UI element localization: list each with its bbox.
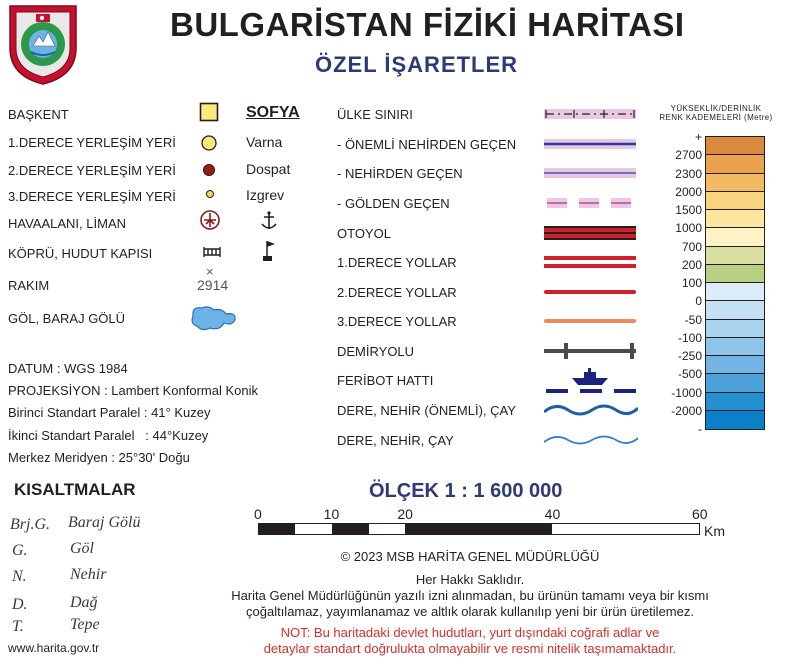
border-river-symbol xyxy=(544,163,638,183)
note-line2: detaylar standart doğrulukta olmayabilir ve resmi nitelik taşımamaktadır. xyxy=(263,641,677,656)
meridian-text: Merkez Meridyen : 25°30' Doğu xyxy=(8,450,190,465)
ramp-label: 2000 xyxy=(675,184,702,199)
city1-label: 1.DERECE YERLEŞİM YERİ xyxy=(8,135,176,150)
airport-label: HAVAALANI, LİMAN xyxy=(8,216,126,231)
city2-example: Dospat xyxy=(246,161,291,177)
ramp-color-step xyxy=(706,374,764,392)
ramp-color-step xyxy=(706,192,764,210)
legend-label: FERİBOT HATTI xyxy=(337,373,434,388)
legend-label: - ÖNEMLİ NEHİRDEN GEÇEN xyxy=(337,137,517,152)
legend-label: DERE, NEHİR, ÇAY xyxy=(337,433,454,448)
ramp-label: 100 xyxy=(681,276,702,290)
city1-example: Varna xyxy=(246,134,283,150)
ramp-label: -50 xyxy=(684,312,702,327)
ramp-label: 0 xyxy=(695,294,702,309)
ramp-label: -2000 xyxy=(671,403,702,418)
city3-symbol xyxy=(205,189,215,199)
border-lake-symbol xyxy=(544,193,638,213)
scale-title: ÖLÇEK 1 : 1 600 000 xyxy=(369,480,563,502)
parallel2-text: İkinci Standart Paralel : 44°Kuzey xyxy=(8,428,209,443)
ramp-label: -1000 xyxy=(671,385,702,400)
ferry-symbol xyxy=(544,364,638,394)
abbr-value: Tepe xyxy=(70,616,100,633)
ramp-label: - xyxy=(698,422,702,436)
legend-label: - GÖLDEN GEÇEN xyxy=(337,196,450,211)
lake-icon xyxy=(188,302,240,334)
elevation-color-ramp xyxy=(705,136,765,430)
capital-symbol xyxy=(199,102,219,122)
legend-label: ÜLKE SINIRI xyxy=(337,107,413,122)
abbr-value: Baraj Gölü xyxy=(68,514,141,531)
ramp-title xyxy=(656,104,776,122)
ramp-color-step xyxy=(706,393,764,411)
page-title: BULGARİSTAN FİZİKİ HARİTASI xyxy=(170,6,685,43)
ramp-title-line1: YÜKSEKLİK/DERİNLİK xyxy=(670,104,762,113)
ramp-label: 1000 xyxy=(675,221,702,236)
city3-label: 3.DERECE YERLEŞİM YERİ xyxy=(8,189,176,204)
footer-line2: çoğaltılamaz, yayımlanamaz ve altlık olarak kullanılıp yeni bir ürün üretilemez. xyxy=(246,604,694,619)
river-major-symbol xyxy=(544,399,638,421)
ramp-color-step xyxy=(706,228,764,246)
airport-icon xyxy=(199,209,221,231)
capital-label: BAŞKENT xyxy=(8,107,69,122)
legend-label: DERE, NEHİR (ÖNEMLİ), ÇAY xyxy=(337,403,516,418)
ramp-label: -100 xyxy=(677,330,702,345)
ramp-color-step xyxy=(706,338,764,356)
ramp-color-step xyxy=(706,174,764,192)
ramp-label: 2700 xyxy=(675,148,702,163)
city2-symbol xyxy=(202,163,216,177)
city2-label: 2.DERECE YERLEŞİM YERİ xyxy=(8,163,176,178)
road-1-symbol xyxy=(544,252,638,272)
ramp-color-step xyxy=(706,155,764,173)
ramp-color-step xyxy=(706,247,764,265)
elevation-point-icon: × xyxy=(206,264,214,279)
port-anchor-icon xyxy=(259,210,279,232)
abbr-key: Brj.G. xyxy=(10,516,50,533)
abbr-key: D. xyxy=(12,596,28,613)
ramp-label: 2300 xyxy=(675,166,702,181)
ramp-color-step xyxy=(706,137,764,155)
legend-label: 2.DERECE YOLLAR xyxy=(337,285,457,300)
lake-label: GÖL, BARAJ GÖLÜ xyxy=(8,311,126,326)
scale-tick-label: 20 xyxy=(397,506,413,522)
ramp-color-step xyxy=(706,301,764,319)
abbr-value: Göl xyxy=(70,540,94,557)
ramp-title-line2: RENK KADEMELERİ (Metre) xyxy=(659,113,773,122)
road-3-symbol xyxy=(544,311,638,331)
motorway-symbol xyxy=(544,223,638,243)
bridge-label: KÖPRÜ, HUDUT KAPISI xyxy=(8,246,153,261)
scale-tick-label: 60 xyxy=(692,506,708,522)
scale-unit: Km xyxy=(704,523,725,539)
elevation-label: RAKIM xyxy=(8,278,50,293)
elevation-example: 2914 xyxy=(197,277,229,293)
city1-symbol xyxy=(200,134,218,152)
border-gate-flag-icon xyxy=(260,238,280,264)
scale-tick-label: 0 xyxy=(254,506,262,522)
legend-label: - NEHİRDEN GEÇEN xyxy=(337,166,463,181)
abbr-key: T. xyxy=(12,618,24,635)
ramp-color-step xyxy=(706,265,764,283)
ramp-color-step xyxy=(706,210,764,228)
capital-example: SOFYA xyxy=(246,104,300,121)
city3-example: Izgrev xyxy=(246,187,285,203)
legend-label: OTOYOL xyxy=(337,226,391,241)
note-line1: NOT: Bu haritadaki devlet hudutları, yurt dışındaki coğrafi adlar ve xyxy=(280,625,660,640)
website-link[interactable]: www.harita.gov.tr xyxy=(8,641,100,655)
rights-text: Her Hakkı Saklıdır. xyxy=(415,572,525,587)
border-major-river-symbol xyxy=(544,134,638,154)
footer-line1: Harita Genel Müdürlüğünün yazılı izni alınmadan, bu ürünün tamamı veya bir kısmı xyxy=(231,588,709,603)
ramp-label: + xyxy=(694,130,702,144)
ramp-label: 200 xyxy=(681,257,702,272)
ramp-label: 1500 xyxy=(675,203,702,217)
ramp-color-step xyxy=(706,320,764,338)
ramp-label: 700 xyxy=(681,239,702,254)
bridge-icon xyxy=(201,241,223,261)
abbr-value: Dağ xyxy=(70,594,98,611)
river-symbol xyxy=(544,429,638,451)
scale-bar xyxy=(258,523,702,537)
ramp-color-step xyxy=(706,411,764,429)
projection-text: PROJEKSİYON : Lambert Konformal Konik xyxy=(8,383,258,398)
legend-label: 3.DERECE YOLLAR xyxy=(337,314,457,329)
abbreviations-heading: KISALTMALAR xyxy=(14,480,136,499)
ramp-color-step xyxy=(706,356,764,374)
abbr-key: G. xyxy=(12,542,28,559)
ramp-label: -250 xyxy=(677,349,702,363)
ramp-label: -500 xyxy=(677,367,702,382)
scale-tick-label: 40 xyxy=(544,506,561,522)
copyright-text: © 2023 MSB HARİTA GENEL MÜDÜRLÜĞÜ xyxy=(340,549,600,564)
railway-symbol xyxy=(544,340,638,362)
abbr-value: Nehir xyxy=(70,566,107,583)
ramp-color-step xyxy=(706,283,764,301)
legend-label: DEMİRYOLU xyxy=(337,344,415,359)
legend-label: 1.DERECE YOLLAR xyxy=(337,255,457,270)
road-2-symbol xyxy=(544,282,638,302)
parallel1-text: Birinci Standart Paralel : 41° Kuzey xyxy=(8,405,211,420)
page-subtitle: ÖZEL İŞARETLER xyxy=(315,52,519,77)
hgm-emblem xyxy=(6,2,80,86)
country-border-symbol xyxy=(544,104,638,124)
datum-text: DATUM : WGS 1984 xyxy=(8,361,128,376)
abbr-key: N. xyxy=(12,568,27,585)
scale-tick-label: 10 xyxy=(323,506,340,522)
